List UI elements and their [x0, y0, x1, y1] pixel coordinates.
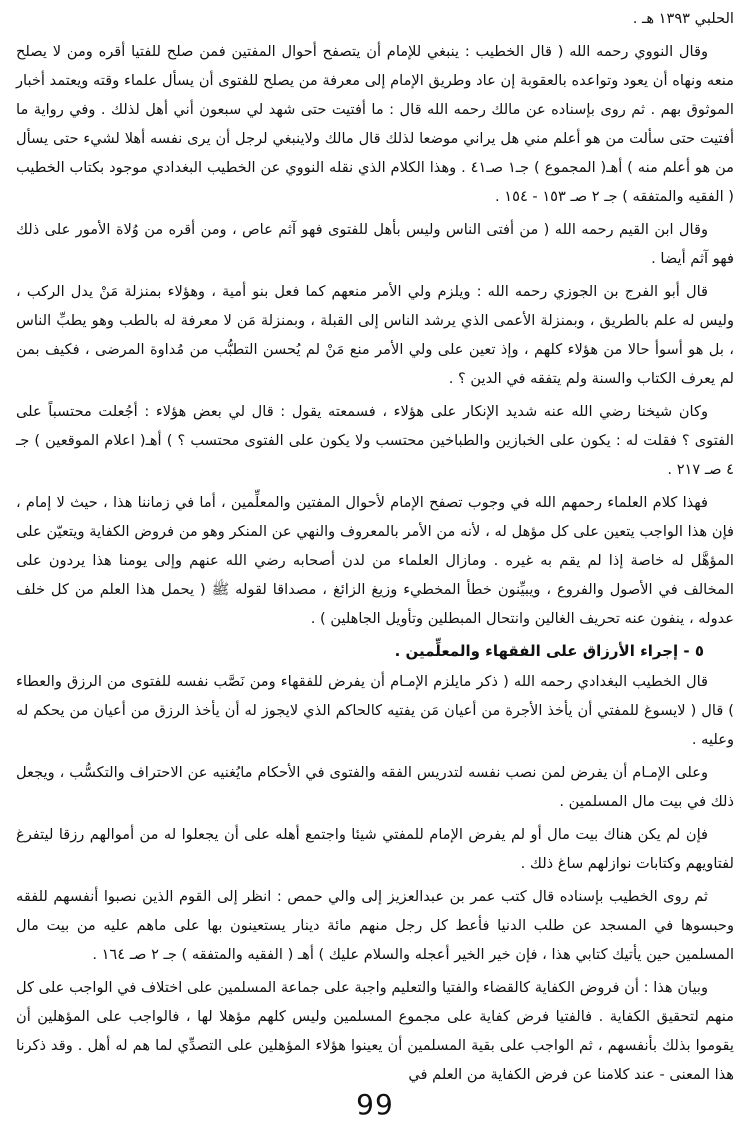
paragraph-khatib: قال الخطيب البغدادي رحمه الله ( ذكر مايلزم الإمـام أن يفرض للفقهاء ومن نَصَّب نفسه للفتوى من الرزق والعطاء ) قال ( لايسوغ للمفتي أن يأخذ الأجرة من أعيان مَن يفتيه كالحاكم الذي لايجوز له أن يأخذ الرزق من أعيان من يحكم له وعليه .: [16, 673, 734, 748]
paragraph-ibn-qayyim: وقال ابن القيم رحمه الله ( من أفتى الناس وليس بأهل للفتوى فهو آثم عاص ، ومن أقره من وُلاة الأمور على ذلك فهو آثم أيضا .: [16, 221, 734, 267]
paragraph-imam-duty: وعلى الإمـام أن يفرض لمن نصب نفسه لتدريس الفقه والفتوى في الأحكام مايُغنيه عن الاحتراف والتكسُّب ، ويجعل ذلك في بيت مال المسلمين .: [16, 764, 734, 810]
paragraph-ibn-jawzi: قال أبو الفرج بن الجوزي رحمه الله : ويلزم ولي الأمر منعهم كما فعل بنو أمية ، وهؤلاء بمنزلة مَنْ يدل الركب ، وليس له علم بالطريق ، وبمنزلة الأعمى الذي يرشد الناس إلى القبلة ، وبمنزلة مَن لا معرفة له بالطب وهو يطبِّ الناس ، بل هو أسوأ حالا من هؤلاء كلهم ، وإذ تعين على ولي الأمر منع مَنْ لم يُحسن التطبُّب من مُداوة المرضى ، فكيف بمن لم يعرف الكتاب والسنة ولم يتفقه في الدين ؟ .: [16, 283, 734, 387]
paragraph-shaykh: وكان شيخنا رضي الله عنه شديد الإنكار على هؤلاء ، فسمعته يقول : قال لي بعض هؤلاء : أجُعلت محتسباً على الفتوى ؟ فقلت له : يكون على الخبازين والطباخين محتسب ولا يكون على الفتوى محتسب ؟ ) أهـ( اعلام الموقعين ) جـ ٤ صـ ٢١٧ .: [16, 403, 734, 478]
paragraph-umar: ثم روى الخطيب بإسناده قال كتب عمر بن عبدالعزيز إلى والي حمص : انظر إلى القوم الذين نصبوا أنفسهم للفقه وحبسوها في المسجد عن طلب الدنيا فأعط كل رجل منهم مائة دينار يستعينون بها على ماهم عليه من بيت مال المسلمين حين يأتيك كتابي هذا ، فإن خير الخير أعجله والسلام عليك ) أهـ ( الفقيه والمتفقه ) جـ ٢ صـ ١٦٤ .: [16, 888, 734, 963]
paragraph-no-treasury: فإن لم يكن هناك بيت مال أو لم يفرض الإمام للمفتي شيئا واجتمع أهله على أن يجعلوا له من أموالهم رزقا ليتفرغ لفتاويهم وكتابات نوازلهم ساغ ذلك .: [16, 826, 734, 872]
paragraph-scholars: فهذا كلام العلماء رحمهم الله في وجوب تصفح الإمام لأحوال المفتين والمعلِّمين ، أما في زماننا هذا ، حيث لا إمام ، فإن هذا الواجب يتعين على كل مؤهل له ، لأنه من الأمر بالمعروف والنهي عن المنكر وهو من فروض الكفاية ويتعيّن على المؤهَّل له خاصة إذا لم يقم به غيره . ومازال العلماء من لدن أصحابه رضي الله عنهم وإلى يومنا هذا يردون على المخالف في الأصول والفروع ، ويبيِّنون خطأ المخطيء وزيغ الزائغ ، مصداقا لقوله ﷺ ( يحمل هذا العلم من كل خلف عدوله ، ينفون عنه تحريف الغالين وانتحال المبطلين وتأويل الجاهلين ) .: [16, 494, 734, 627]
paragraph-nawawi: وقال النووي رحمه الله ( قال الخطيب : ينبغي للإمام أن يتصفح أحوال المفتين فمن صلح للفتيا أقره ومن لا يصلح منعه ونهاه أن يعود وتواعده بالعقوبة إن عاد وطريق الإمام إلى معرفة من يصلح للفتوى أن يسأل علماء وقته ويعتمد أخبار الموثوق بهم . ثم روى بإسناده عن مالك رحمه الله قال : ما أفتيت حتى شهد لي سبعون أني أهل لذلك . وفي رواية ما أفتيت حتى سألت من هو أعلم مني هل يراني موضعا لذلك قال مالك ولاينبغي لرجل أن يرى نفسه أهلا لشيء حتى يسأل من هو أعلم منه ) أهـ( المجموع ) جـ١ صـ٤١ . وهذا الكلام الذي نقله النووي عن الخطيب البغدادي موجود بكتاب الخطيب ( الفقيه والمتفقه ) جـ ٢ صـ ١٥٣ - ١٥٤ .: [16, 43, 734, 205]
section-heading: ٥ - إجراء الأرزاق على الفقهاء والمعلِّمين .: [394, 642, 704, 660]
continuation-line: الحلبي ١٣٩٣ هـ .: [632, 10, 734, 27]
paragraph-explanation: وبيان هذا : أن فروض الكفاية كالقضاء والفتيا والتعليم واجبة على جماعة المسلمين على اختلاف في الواجب على كل منهم لتحقيق الكفاية . فالفتيا فرض كفاية على مجموع المسلمين وليس كلهم مؤهلا لها ، فالواجب على المؤهلين أن يقوموا بذلك بأنفسهم ، ثم الواجب على بقية المسلمين أن يعينوا هؤلاء المؤهلين على التصدِّي لما هم له أهل . وقد ذكرنا هذا المعنى - عند كلامنا عن فرض الكفاية من العلم في: [16, 979, 734, 1083]
page-number: 99: [356, 1088, 394, 1121]
